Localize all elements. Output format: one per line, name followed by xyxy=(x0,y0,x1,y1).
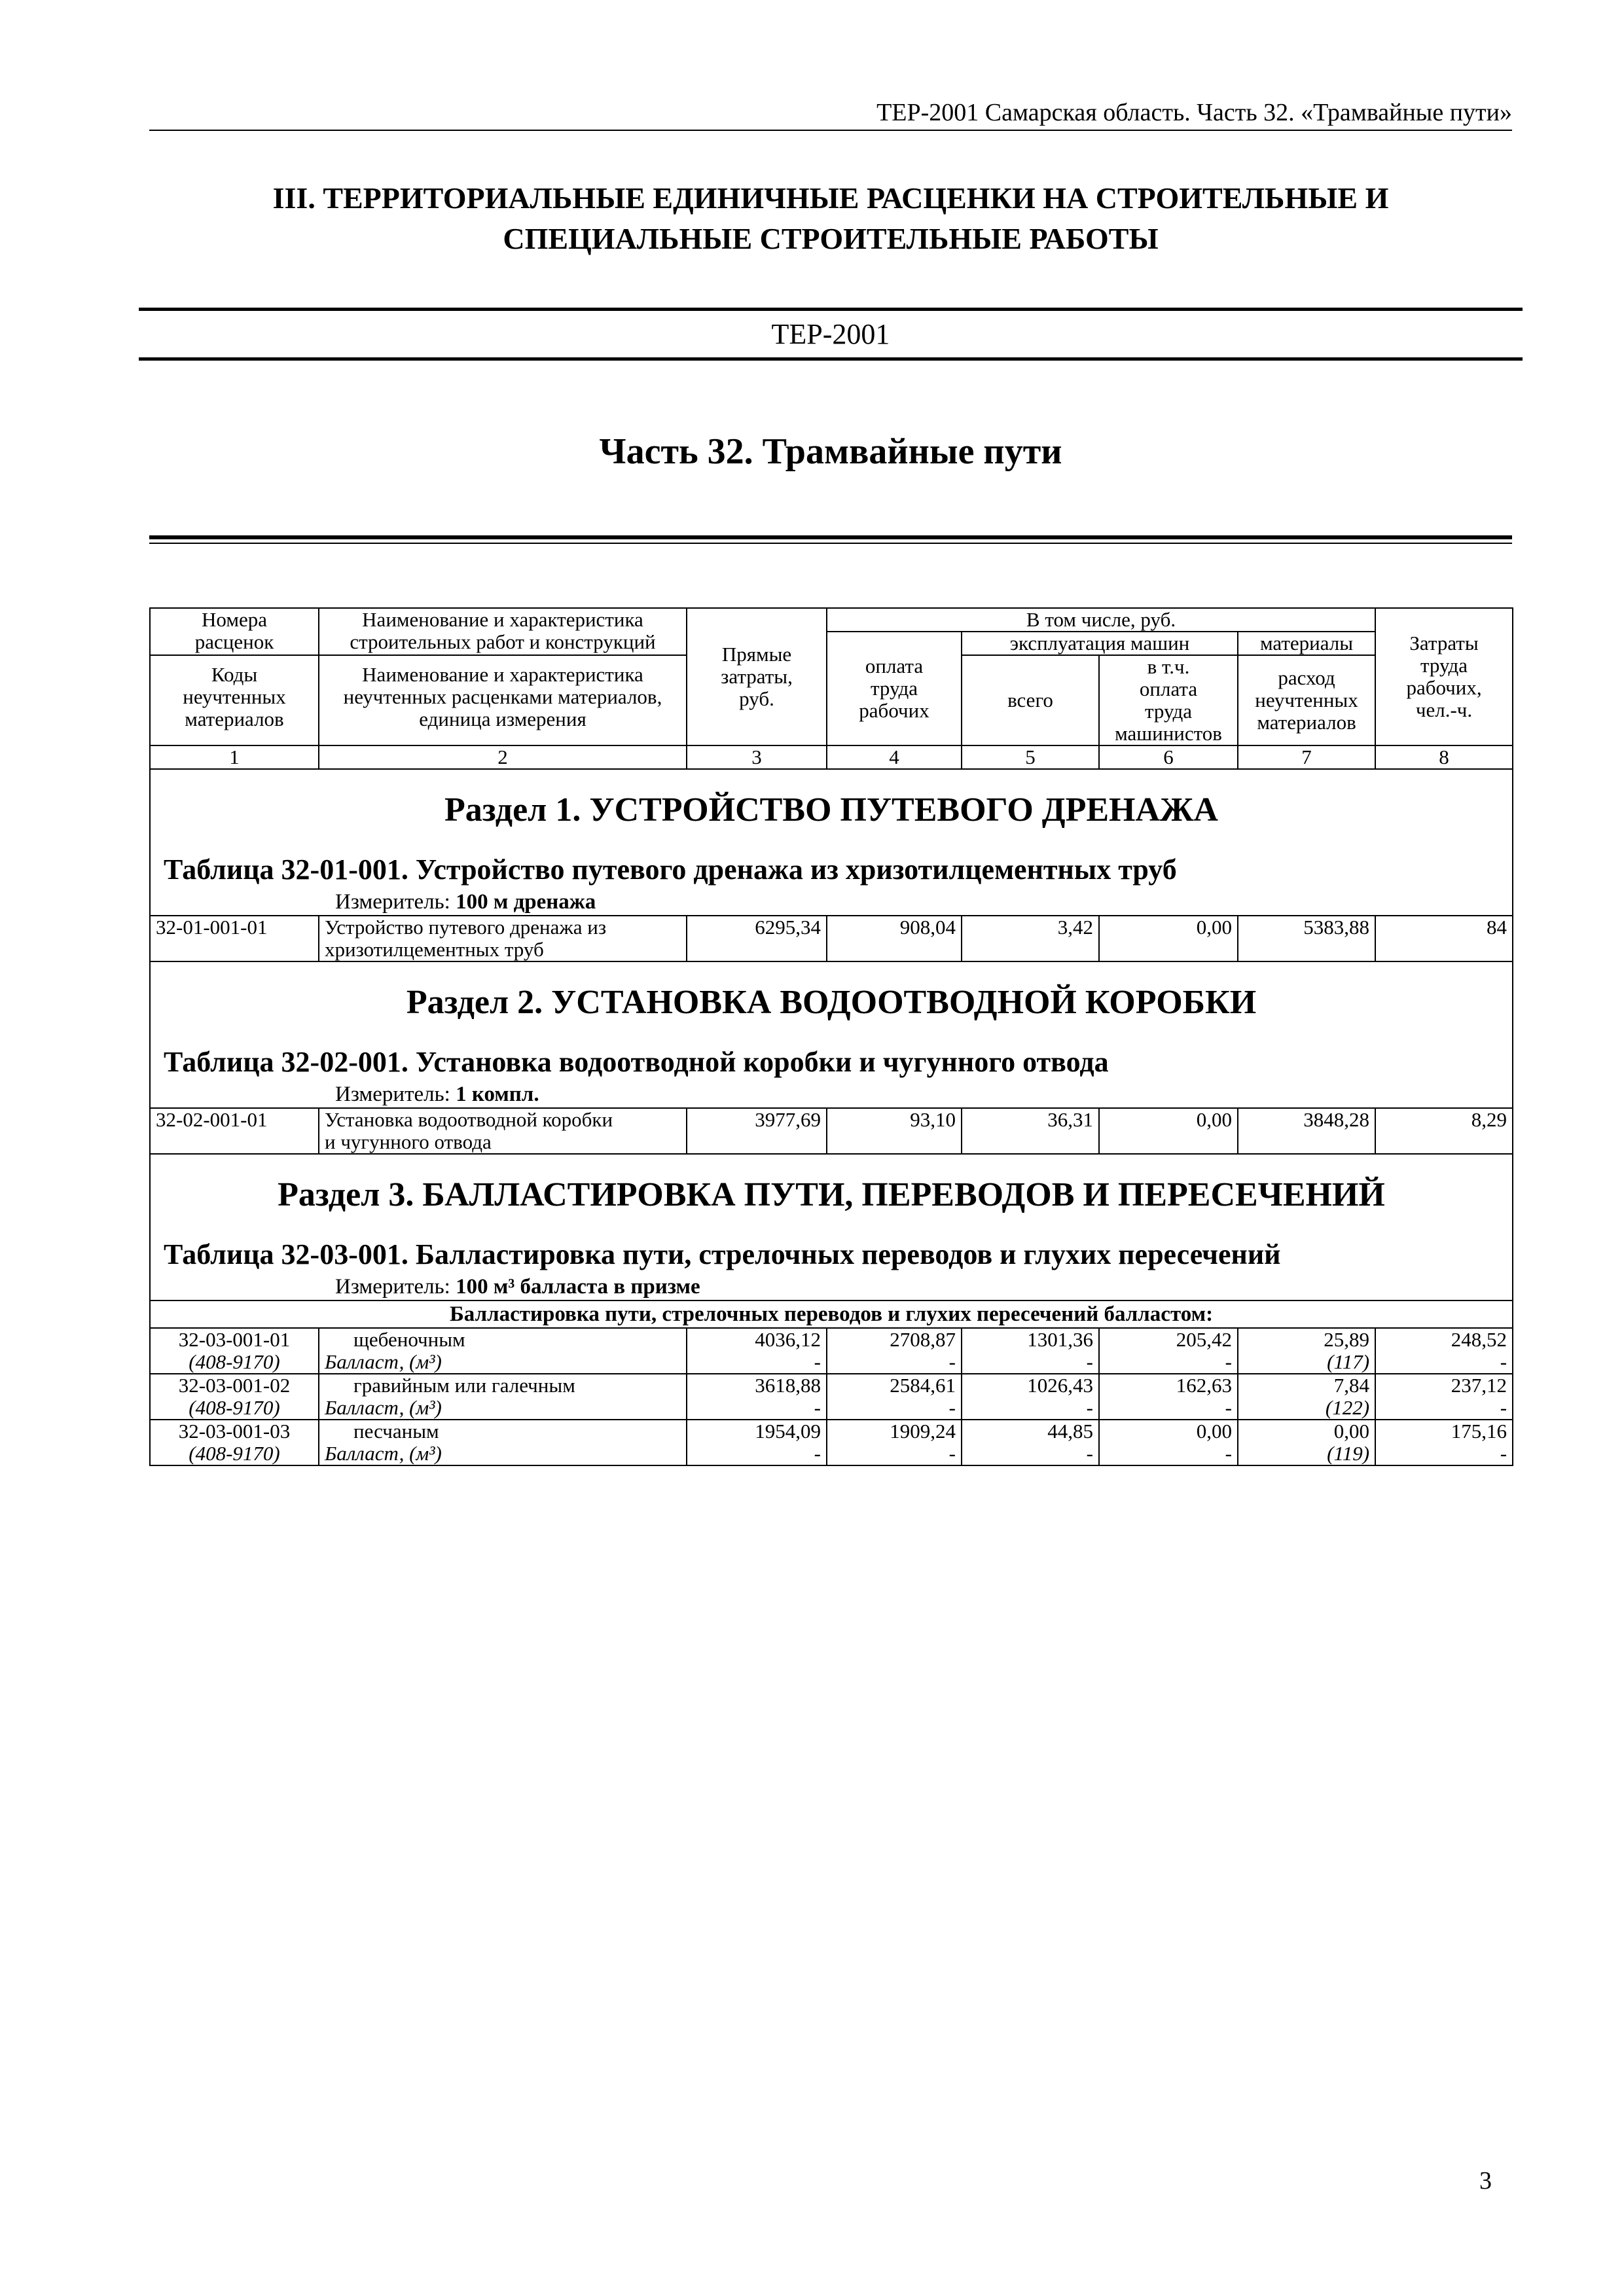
measure-line: Измеритель: 100 м³ балласта в призме xyxy=(150,1274,1513,1300)
section-2-title-row xyxy=(150,961,1513,1035)
dash: - xyxy=(1099,1443,1238,1465)
col8-header: Затраты труда рабочих, чел.-ч. xyxy=(1375,608,1513,745)
section-2-table-title-row xyxy=(150,1035,1513,1081)
section-3-table-title-row xyxy=(150,1228,1513,1274)
dash: - xyxy=(1375,1351,1513,1374)
dash: - xyxy=(962,1397,1099,1420)
section-1-title-row xyxy=(150,769,1513,843)
direct-cost: 3977,69 xyxy=(687,1108,827,1154)
labor-hours: 84 xyxy=(1375,916,1513,961)
part-title: Часть 32. Трамвайные пути xyxy=(599,431,1062,472)
material-row xyxy=(150,1351,1513,1374)
labor-cost: 93,10 xyxy=(827,1108,962,1154)
including-header: В том числе, руб. xyxy=(827,608,1375,632)
running-header: ТЕР-2001 Самарская область. Часть 32. «Трамвайные пути» xyxy=(876,99,1512,126)
col7-header: расход неучтенных материалов xyxy=(1238,655,1375,745)
material-code: (408-9170) xyxy=(150,1351,319,1374)
table-title: Таблица 32-01-001. Устройство путевого дренажа из хризотилцементных труб xyxy=(150,843,1513,889)
operators-cost: 162,63 xyxy=(1099,1374,1238,1397)
col1-header-bottom: Коды неучтенных материалов xyxy=(150,655,319,745)
column-number: 3 xyxy=(687,745,827,769)
machines-cost: 36,31 xyxy=(962,1108,1099,1154)
group-title: Балластировка пути, стрелочных переводов и глухих пересечений балластом: xyxy=(150,1300,1513,1328)
column-number: 2 xyxy=(319,745,687,769)
column-number: 8 xyxy=(1375,745,1513,769)
operators-cost: 0,00 xyxy=(1099,1108,1238,1154)
table-title: Таблица 32-02-001. Установка водоотводной коробки и чугунного отвода xyxy=(150,1035,1513,1081)
material-quantity: (122) xyxy=(1238,1397,1375,1420)
table-title: Таблица 32-03-001. Балластировка пути, стрелочных переводов и глухих пересечений xyxy=(150,1228,1513,1274)
group-title-row xyxy=(150,1300,1513,1328)
material-name: Балласт, (м³) xyxy=(319,1351,687,1374)
materials-cost: 0,00 xyxy=(1238,1420,1375,1443)
dash: - xyxy=(1099,1351,1238,1374)
section-title: Раздел 1. УСТРОЙСТВО ПУТЕВОГО ДРЕНАЖА xyxy=(150,769,1513,843)
rate-name: щебеночным xyxy=(319,1328,687,1351)
measure-line: Измеритель: 100 м дренажа xyxy=(150,889,1513,916)
column-number: 4 xyxy=(827,745,962,769)
dash: - xyxy=(827,1443,962,1465)
col5-header: всего xyxy=(962,655,1099,745)
materials-cost: 25,89 xyxy=(1238,1328,1375,1351)
section-title: Раздел 2. УСТАНОВКА ВОДООТВОДНОЙ КОРОБКИ xyxy=(150,961,1513,1035)
header-rule xyxy=(149,130,1512,131)
col6-header: в т.ч. оплата труда машинистов xyxy=(1099,655,1238,745)
column-number: 5 xyxy=(962,745,1099,769)
part-rule-thick xyxy=(149,535,1512,539)
operators-cost: 0,00 xyxy=(1099,1420,1238,1443)
operators-cost: 205,42 xyxy=(1099,1328,1238,1351)
machines-header: эксплуатация машин xyxy=(962,632,1238,655)
column-numbers-row xyxy=(150,745,1513,769)
col3-header: Прямые затраты, руб. xyxy=(687,608,827,745)
table-row xyxy=(150,1420,1513,1443)
table-row xyxy=(150,916,1513,961)
ter-label: ТЕР-2001 xyxy=(771,318,890,350)
section-1-table-title-row xyxy=(150,843,1513,889)
dash: - xyxy=(962,1443,1099,1465)
dash: - xyxy=(827,1351,962,1374)
section-title: Раздел 3. БАЛЛАСТИРОВКА ПУТИ, ПЕРЕВОДОВ И ПЕРЕСЕЧЕНИЙ xyxy=(150,1154,1513,1228)
col1-header-top: Номера расценок xyxy=(150,608,319,655)
rate-code: 32-03-001-03 xyxy=(150,1420,319,1443)
labor-cost: 908,04 xyxy=(827,916,962,961)
direct-cost: 4036,12 xyxy=(687,1328,827,1351)
main-title xyxy=(149,178,1512,259)
rate-code: 32-01-001-01 xyxy=(150,916,319,961)
ter-rule-bottom xyxy=(139,357,1523,361)
direct-cost: 3618,88 xyxy=(687,1374,827,1397)
machines-cost: 44,85 xyxy=(962,1420,1099,1443)
labor-cost: 1909,24 xyxy=(827,1420,962,1443)
part-rule-thin xyxy=(149,543,1512,544)
labor-cost: 2584,61 xyxy=(827,1374,962,1397)
main-title-line-2: СПЕЦИАЛЬНЫЕ СТРОИТЕЛЬНЫЕ РАБОТЫ xyxy=(503,222,1159,255)
dash: - xyxy=(1375,1443,1513,1465)
material-name: Балласт, (м³) xyxy=(319,1397,687,1420)
section-3-title-row xyxy=(150,1154,1513,1228)
dash: - xyxy=(827,1397,962,1420)
materials-cost: 5383,88 xyxy=(1238,916,1375,961)
dash: - xyxy=(687,1397,827,1420)
material-code: (408-9170) xyxy=(150,1443,319,1465)
material-code: (408-9170) xyxy=(150,1397,319,1420)
labor-hours: 175,16 xyxy=(1375,1420,1513,1443)
measure-line: Измеритель: 1 компл. xyxy=(150,1081,1513,1108)
section-3-measure-row xyxy=(150,1274,1513,1300)
material-name: Балласт, (м³) xyxy=(319,1443,687,1465)
table-row xyxy=(150,1374,1513,1397)
dash: - xyxy=(687,1443,827,1465)
main-title-line-1: III. ТЕРРИТОРИАЛЬНЫЕ ЕДИНИЧНЫЕ РАСЦЕНКИ НА СТРОИТЕЛЬНЫЕ И xyxy=(272,181,1389,215)
labor-hours: 237,12 xyxy=(1375,1374,1513,1397)
col4-header: оплата труда рабочих xyxy=(827,632,962,745)
machines-cost: 3,42 xyxy=(962,916,1099,961)
operators-cost: 0,00 xyxy=(1099,916,1238,961)
material-row xyxy=(150,1397,1513,1420)
section-1-measure-row xyxy=(150,889,1513,916)
col2-header-bottom: Наименование и характеристика неучтенных расценками материалов, единица измерения xyxy=(319,655,687,745)
dash: - xyxy=(687,1351,827,1374)
rates-table xyxy=(149,607,1513,1466)
table-row xyxy=(150,1108,1513,1154)
rate-code: 32-03-001-02 xyxy=(150,1374,319,1397)
rate-code: 32-03-001-01 xyxy=(150,1328,319,1351)
page-number: 3 xyxy=(1479,2167,1492,2195)
dash: - xyxy=(962,1351,1099,1374)
materials-header: материалы xyxy=(1238,632,1375,655)
material-quantity: (117) xyxy=(1238,1351,1375,1374)
dash: - xyxy=(1099,1397,1238,1420)
dash: - xyxy=(1375,1397,1513,1420)
machines-cost: 1026,43 xyxy=(962,1374,1099,1397)
table-row xyxy=(150,1328,1513,1351)
labor-hours: 248,52 xyxy=(1375,1328,1513,1351)
rate-name: песчаным xyxy=(319,1420,687,1443)
rate-name: Устройство путевого дренажа из хризотилцементных труб xyxy=(319,916,687,961)
section-2-measure-row xyxy=(150,1081,1513,1108)
rate-name: Установка водоотводной коробки и чугунного отвода xyxy=(319,1108,687,1154)
materials-cost: 3848,28 xyxy=(1238,1108,1375,1154)
machines-cost: 1301,36 xyxy=(962,1328,1099,1351)
ter-rule-top xyxy=(139,308,1523,311)
rate-name: гравийным или галечным xyxy=(319,1374,687,1397)
direct-cost: 6295,34 xyxy=(687,916,827,961)
column-number: 6 xyxy=(1099,745,1238,769)
col2-header-top: Наименование и характеристика строительных работ и конструкций xyxy=(319,608,687,655)
column-number: 1 xyxy=(150,745,319,769)
header-row-1 xyxy=(150,608,1513,632)
labor-hours: 8,29 xyxy=(1375,1108,1513,1154)
material-row xyxy=(150,1443,1513,1465)
rate-code: 32-02-001-01 xyxy=(150,1108,319,1154)
materials-cost: 7,84 xyxy=(1238,1374,1375,1397)
column-number: 7 xyxy=(1238,745,1375,769)
labor-cost: 2708,87 xyxy=(827,1328,962,1351)
direct-cost: 1954,09 xyxy=(687,1420,827,1443)
material-quantity: (119) xyxy=(1238,1443,1375,1465)
